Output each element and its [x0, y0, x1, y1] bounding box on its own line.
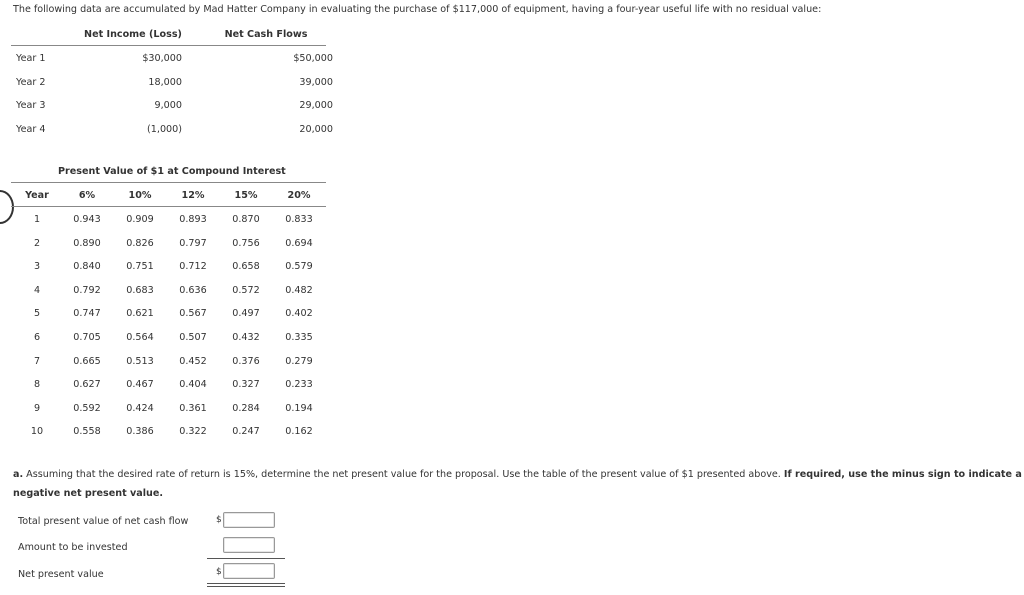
pv-factor: 0.893 [179, 214, 207, 225]
pv-factor: 0.284 [232, 403, 260, 414]
pv-factor: 0.751 [126, 261, 154, 272]
intro-text: The following data are accumulated by Mad Hatter Company in evaluating the purchase of $117,000 of equipment, having a four-year useful life with no residual value: [13, 4, 822, 15]
pv-factor: 0.404 [179, 379, 207, 390]
pv-factor: 0.233 [285, 379, 313, 390]
pv-factor: 0.279 [285, 356, 313, 367]
question-line-1 [13, 469, 1022, 480]
pv-factor: 0.482 [285, 285, 313, 296]
cashflow-header-rule [11, 45, 326, 46]
net-income-value: 9,000 [154, 100, 182, 111]
net-income-value: (1,000) [147, 124, 182, 135]
pv-header-rule [11, 206, 326, 207]
pv-factor: 0.386 [126, 426, 154, 437]
cashflow-header: Net Cash Flows [224, 29, 308, 40]
pv-factor: 0.424 [126, 403, 154, 414]
year-label: Year 4 [16, 124, 46, 135]
npv-label: Net present value [18, 569, 104, 580]
pv-title-rule [11, 182, 326, 183]
pv-factor: 0.327 [232, 379, 260, 390]
question-text: Assuming that the desired rate of return is 15%, determine the net present value for the proposal. Use the table of the present value of $1 presented above. [23, 469, 784, 480]
currency-sign: $ [216, 515, 222, 525]
amount-invested-input[interactable] [223, 537, 275, 553]
pv-factor: 0.376 [232, 356, 260, 367]
net-cash-flow-value: 39,000 [299, 77, 333, 88]
total-rule-1 [207, 583, 285, 584]
pv-factor: 0.797 [179, 238, 207, 249]
net-income-value: 18,000 [148, 77, 182, 88]
net-income-value: $30,000 [142, 53, 182, 64]
pv-factor: 0.870 [232, 214, 260, 225]
pv-year: 3 [33, 261, 41, 272]
pv-factor: 0.452 [179, 356, 207, 367]
pv-factor: 0.705 [73, 332, 101, 343]
pv-factor: 0.335 [285, 332, 313, 343]
pv-factor: 0.909 [126, 214, 154, 225]
pv-factor: 0.567 [179, 308, 207, 319]
pv-factor: 0.890 [73, 238, 101, 249]
pv-factor: 0.513 [126, 356, 154, 367]
pv-year: 9 [33, 403, 41, 414]
pv-year: 8 [33, 379, 41, 390]
pv-factor: 0.467 [126, 379, 154, 390]
year-label: Year 1 [16, 53, 46, 64]
total-pv-input[interactable] [223, 512, 275, 528]
pv-year: 6 [33, 332, 41, 343]
net-cash-flow-value: $50,000 [293, 53, 333, 64]
pv-year: 1 [33, 214, 41, 225]
pv-factor: 0.627 [73, 379, 101, 390]
total-pv-label: Total present value of net cash flow [18, 516, 189, 527]
total-rule-2 [207, 586, 285, 587]
pv-year-header: Year [25, 190, 49, 201]
income-header: Net Income (Loss) [84, 29, 182, 40]
pv-factor: 0.507 [179, 332, 207, 343]
pv-table-title: Present Value of $1 at Compound Interest [58, 166, 286, 177]
year-label: Year 2 [16, 77, 46, 88]
rate-header: 10% [128, 190, 152, 201]
amount-invested-label: Amount to be invested [18, 542, 128, 553]
pv-year: 2 [33, 238, 41, 249]
pv-factor: 0.756 [232, 238, 260, 249]
pv-factor: 0.712 [179, 261, 207, 272]
rate-header: 12% [181, 190, 205, 201]
question-instruction-cont: negative net present value. [13, 488, 163, 499]
rate-header: 6% [78, 190, 96, 201]
pv-factor: 0.621 [126, 308, 154, 319]
pv-factor: 0.747 [73, 308, 101, 319]
question-label: a. [13, 469, 24, 480]
year-label: Year 3 [16, 100, 46, 111]
pv-factor: 0.194 [285, 403, 313, 414]
rate-header: 15% [234, 190, 258, 201]
pv-year: 10 [30, 426, 44, 437]
pv-factor: 0.665 [73, 356, 101, 367]
pv-factor: 0.792 [73, 285, 101, 296]
subtotal-rule [207, 558, 285, 559]
pv-factor: 0.826 [126, 238, 154, 249]
pv-factor: 0.636 [179, 285, 207, 296]
currency-sign: $ [216, 567, 222, 577]
rate-header: 20% [287, 190, 311, 201]
pv-factor: 0.558 [73, 426, 101, 437]
pv-factor: 0.402 [285, 308, 313, 319]
pv-factor: 0.694 [285, 238, 313, 249]
pv-factor: 0.572 [232, 285, 260, 296]
npv-input[interactable] [223, 563, 275, 579]
pv-factor: 0.247 [232, 426, 260, 437]
pv-factor: 0.592 [73, 403, 101, 414]
page-edge-arc [0, 190, 14, 224]
pv-factor: 0.497 [232, 308, 260, 319]
net-cash-flow-value: 29,000 [299, 100, 333, 111]
pv-factor: 0.322 [179, 426, 207, 437]
question-instruction: If required, use the minus sign to indicate a [783, 469, 1022, 480]
pv-factor: 0.683 [126, 285, 154, 296]
pv-factor: 0.432 [232, 332, 260, 343]
pv-year: 5 [33, 308, 41, 319]
pv-factor: 0.840 [73, 261, 101, 272]
pv-factor: 0.579 [285, 261, 313, 272]
pv-year: 7 [33, 356, 41, 367]
pv-factor: 0.943 [73, 214, 101, 225]
pv-factor: 0.658 [232, 261, 260, 272]
pv-factor: 0.361 [179, 403, 207, 414]
pv-factor: 0.162 [285, 426, 313, 437]
pv-factor: 0.833 [285, 214, 313, 225]
net-cash-flow-value: 20,000 [299, 124, 333, 135]
pv-factor: 0.564 [126, 332, 154, 343]
pv-year: 4 [33, 285, 41, 296]
